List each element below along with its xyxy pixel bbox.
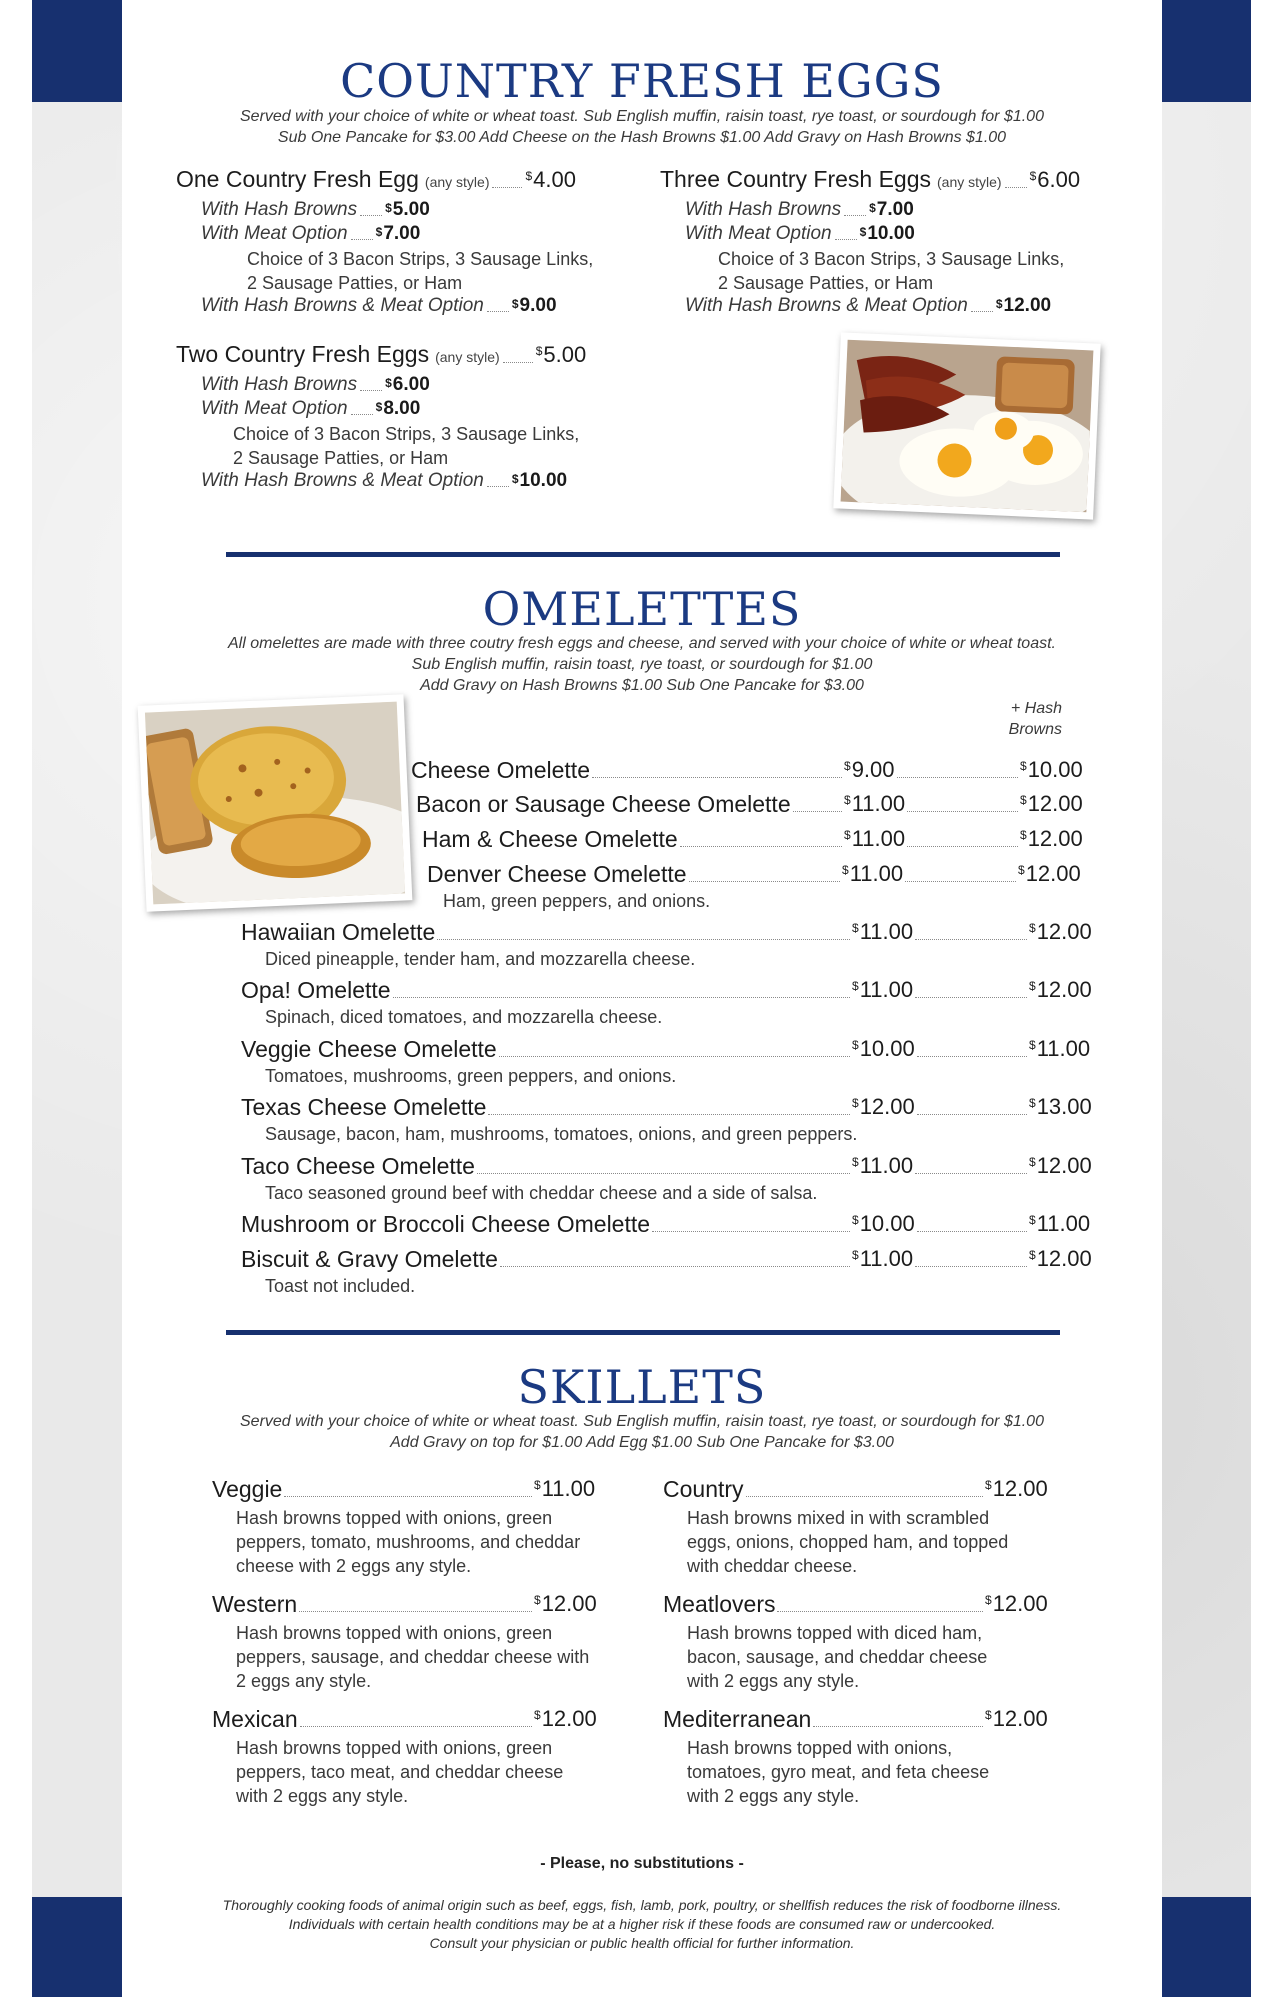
- three-eggs-name: Three Country Fresh Eggs: [660, 166, 932, 192]
- leader-dots: [680, 846, 842, 847]
- leader-dots: [300, 1726, 532, 1727]
- leader-dots: [488, 1114, 850, 1115]
- omelette-hash-price: $12.00: [1018, 861, 1081, 886]
- eggs-note-1: Served with your choice of white or wheat toast. Sub English muffin, raisin toast, rye toast, or sourdough for $1.00: [240, 108, 1044, 125]
- omelettes-note-2: Sub English muffin, raisin toast, rye toast, or sourdough for $1.00: [411, 656, 873, 673]
- skillet-price: $12.00: [534, 1706, 597, 1731]
- skillet-price: $12.00: [985, 1476, 1048, 1501]
- skillets-title: SKILLETS: [517, 1360, 767, 1414]
- leader-dots: [689, 881, 840, 882]
- two-eggs-choice-1: Choice of 3 Bacon Strips, 3 Sausage Links,: [233, 424, 580, 444]
- one-egg-choice-1: Choice of 3 Bacon Strips, 3 Sausage Links,: [247, 249, 594, 269]
- omelette-price: $11.00: [852, 977, 914, 1002]
- leader-dots: [793, 811, 842, 812]
- navy-band-bottom-right: [1162, 1897, 1251, 1997]
- skillet-description: Hash browns topped with onions, green peppers, sausage, and cheddar cheese with 2 eggs any style.: [236, 1623, 590, 1691]
- omelette-hash-price: $12.00: [1029, 977, 1092, 1002]
- omelette-price: $12.00: [852, 1094, 915, 1119]
- two-eggs-meat: With Meat Option $8.00: [201, 398, 421, 419]
- leader-dots: [299, 1611, 532, 1612]
- omelette-price: $9.00: [844, 757, 895, 782]
- leader-dots: [503, 362, 533, 363]
- two-eggs-both: With Hash Browns & Meat Option $10.00: [201, 470, 568, 491]
- leader-dots: [746, 1496, 983, 1497]
- skillet-description: Hash browns topped with diced ham, bacon, sausage, and cheddar cheese with 2 eggs any style.: [687, 1623, 988, 1691]
- leader-dots: [917, 1056, 1027, 1057]
- two-eggs-style: (any style): [435, 349, 500, 365]
- skillet-name: Western: [212, 1591, 298, 1617]
- skillet-description: Hash browns topped with onions, green peppers, tomato, mushrooms, and cheddar cheese with 2 eggs any style.: [236, 1508, 581, 1576]
- skillet-price: $11.00: [534, 1476, 596, 1501]
- three-eggs-choice-1: Choice of 3 Bacon Strips, 3 Sausage Links,: [718, 249, 1065, 269]
- one-egg-price: $4.00: [525, 167, 576, 192]
- omelette-name: Ham & Cheese Omelette: [422, 826, 678, 852]
- skillet-name: Mexican: [212, 1706, 298, 1732]
- leader-dots: [477, 1173, 850, 1174]
- leader-dots: [915, 1266, 1027, 1267]
- omelettes-note-1: All omelettes are made with three coutry fresh eggs and cheese, and served with your choice of white or wheat toast.: [228, 635, 1056, 652]
- leader-dots: [499, 1056, 850, 1057]
- leader-dots: [907, 811, 1018, 812]
- no-substitutions-note: - Please, no substitutions -: [540, 1855, 744, 1872]
- omelette-description: Spinach, diced tomatoes, and mozzarella cheese.: [265, 1007, 663, 1027]
- omelette-price: $10.00: [852, 1036, 915, 1061]
- one-egg-style: (any style): [424, 174, 490, 190]
- omelette-description: Diced pineapple, tender ham, and mozzarella cheese.: [265, 949, 696, 969]
- omelette-description: Sausage, bacon, ham, mushrooms, tomatoes, onions, and green peppers.: [265, 1124, 858, 1144]
- leader-dots: [492, 187, 522, 188]
- eggs-bacon-photo: [833, 332, 1100, 519]
- omelette-hash-price: $12.00: [1020, 826, 1083, 851]
- skillet-name: Veggie: [212, 1476, 283, 1502]
- omelette-description: Taco seasoned ground beef with cheddar cheese and a side of salsa.: [265, 1183, 818, 1203]
- one-egg-choice-2: 2 Sausage Patties, or Ham: [247, 273, 463, 293]
- three-eggs-item: [660, 166, 1120, 193]
- leader-dots: [777, 1611, 983, 1612]
- omelettes-note-3: Add Gravy on Hash Browns $1.00 Sub One Pancake for $3.00: [420, 677, 864, 694]
- omelette-hash-price: $12.00: [1020, 791, 1083, 816]
- skillet-price: $12.00: [534, 1591, 597, 1616]
- omelette-name: Texas Cheese Omelette: [241, 1094, 487, 1120]
- one-egg-hash: With Hash Browns $5.00: [201, 199, 430, 220]
- three-eggs-price: $6.00: [1029, 167, 1081, 192]
- skillet-name: Meatlovers: [663, 1591, 776, 1617]
- skillet-name: Mediterranean: [663, 1706, 812, 1732]
- leader-dots: [592, 777, 842, 778]
- one-egg-item: [176, 166, 606, 193]
- omelette-hash-price: $11.00: [1029, 1211, 1091, 1236]
- one-egg-name: One Country Fresh Egg: [176, 166, 419, 192]
- three-eggs-hash: With Hash Browns $7.00: [685, 199, 914, 220]
- skillet-description: Hash browns topped with onions, tomatoes, gyro meat, and feta cheese with 2 eggs any style.: [687, 1738, 990, 1806]
- omelette-hash-price: $12.00: [1029, 1246, 1092, 1271]
- food-safety-disclaimer-1: Thoroughly cooking foods of animal origin such as beef, eggs, fish, lamb, pork, poultry, or shellfish reduces the risk of foodborne illness.: [222, 1897, 1062, 1913]
- skillet-price: $12.00: [985, 1591, 1048, 1616]
- navy-band-top-right: [1162, 0, 1251, 102]
- two-eggs-item: [176, 341, 626, 368]
- navy-band-top-left: [32, 0, 122, 102]
- eggs-note-2: Sub One Pancake for $3.00 Add Cheese on the Hash Browns $1.00 Add Gravy on Hash Browns $1.00: [277, 129, 1007, 146]
- omelette-description: Tomatoes, mushrooms, green peppers, and onions.: [265, 1066, 677, 1086]
- omelette-price: $11.00: [844, 826, 906, 851]
- omelette-name: Veggie Cheese Omelette: [241, 1036, 497, 1062]
- skillet-price: $12.00: [985, 1706, 1048, 1731]
- one-egg-meat: With Meat Option $7.00: [201, 223, 421, 244]
- two-eggs-choice-2: 2 Sausage Patties, or Ham: [233, 448, 449, 468]
- three-eggs-choice-2: 2 Sausage Patties, or Ham: [718, 273, 934, 293]
- three-eggs-both: With Hash Browns & Meat Option $12.00: [685, 295, 1052, 316]
- leader-dots: [1005, 187, 1027, 188]
- omelette-description: Toast not included.: [265, 1276, 416, 1296]
- leader-dots: [915, 997, 1027, 998]
- food-safety-disclaimer-3: Consult your physician or public health official for further information.: [429, 1935, 855, 1951]
- leader-dots: [393, 997, 850, 998]
- skillet-description: Hash browns mixed in with scrambled eggs, onions, chopped ham, and topped with cheddar cheese.: [687, 1508, 1009, 1576]
- omelette-name: Biscuit & Gravy Omelette: [241, 1246, 498, 1272]
- leader-dots: [917, 1231, 1027, 1232]
- right-margin: [1251, 0, 1265, 1997]
- leader-dots: [915, 939, 1027, 940]
- omelette-photo: [138, 694, 413, 911]
- two-eggs-price: $5.00: [535, 342, 587, 367]
- omelette-price: $11.00: [852, 1246, 914, 1271]
- leader-dots: [907, 846, 1018, 847]
- omelette-price: $11.00: [842, 861, 904, 886]
- skillet-description: Hash browns topped with onions, green peppers, taco meat, and cheddar cheese with 2 eggs any style.: [236, 1738, 564, 1806]
- leader-dots: [500, 1266, 850, 1267]
- eggs-title: COUNTRY FRESH EGGS: [340, 54, 944, 108]
- omelette-hash-price: $10.00: [1020, 757, 1083, 782]
- skillets-note-1: Served with your choice of white or wheat toast. Sub English muffin, raisin toast, rye toast, or sourdough for $1.00: [240, 1413, 1044, 1430]
- omelette-name: Bacon or Sausage Cheese Omelette: [416, 791, 791, 817]
- navy-band-bottom-left: [32, 1897, 122, 1997]
- leader-dots: [437, 939, 850, 940]
- three-eggs-style: (any style): [937, 174, 1002, 190]
- divider-rule: [226, 1330, 1060, 1335]
- divider-rule: [226, 552, 1060, 557]
- omelette-name: Denver Cheese Omelette: [427, 861, 687, 887]
- skillet-name: Country: [663, 1476, 744, 1502]
- leader-dots: [652, 1231, 850, 1232]
- omelette-hash-price: $11.00: [1029, 1036, 1091, 1061]
- omelette-name: Mushroom or Broccoli Cheese Omelette: [241, 1211, 651, 1237]
- omelette-price: $11.00: [844, 791, 906, 816]
- omelette-description: Ham, green peppers, and onions.: [443, 891, 711, 911]
- omelette-price: $11.00: [852, 1153, 914, 1178]
- hash-browns-column-header: + Hash Browns: [1008, 700, 1062, 738]
- leader-dots: [284, 1496, 532, 1497]
- menu-page: [122, 0, 1162, 1997]
- omelette-price: $10.00: [852, 1211, 915, 1236]
- omelette-hash-price: $13.00: [1029, 1094, 1092, 1119]
- omelette-hash-price: $12.00: [1029, 919, 1092, 944]
- omelette-name: Hawaiian Omelette: [241, 919, 436, 945]
- food-safety-disclaimer-2: Individuals with certain health conditions may be at a higher risk if these foods are consumed raw or undercooked.: [288, 1916, 996, 1932]
- leader-dots: [917, 1114, 1027, 1115]
- omelette-name: Opa! Omelette: [241, 977, 391, 1003]
- omelette-name: Cheese Omelette: [411, 757, 590, 783]
- two-eggs-hash: With Hash Browns $6.00: [201, 374, 430, 395]
- left-margin: [0, 0, 32, 1997]
- leader-dots: [813, 1726, 983, 1727]
- three-eggs-meat: With Meat Option $10.00: [685, 223, 915, 244]
- one-egg-both: With Hash Browns & Meat Option $9.00: [201, 295, 557, 316]
- omelette-name: Taco Cheese Omelette: [241, 1153, 475, 1179]
- omelette-price: $11.00: [852, 919, 914, 944]
- skillets-note-2: Add Gravy on top for $1.00 Add Egg $1.00 Sub One Pancake for $3.00: [390, 1434, 894, 1451]
- omelettes-title: OMELETTES: [482, 582, 802, 636]
- leader-dots: [905, 881, 1016, 882]
- two-eggs-name: Two Country Fresh Eggs: [176, 341, 430, 367]
- omelette-hash-price: $12.00: [1029, 1153, 1092, 1178]
- leader-dots: [897, 777, 1018, 778]
- leader-dots: [915, 1173, 1027, 1174]
